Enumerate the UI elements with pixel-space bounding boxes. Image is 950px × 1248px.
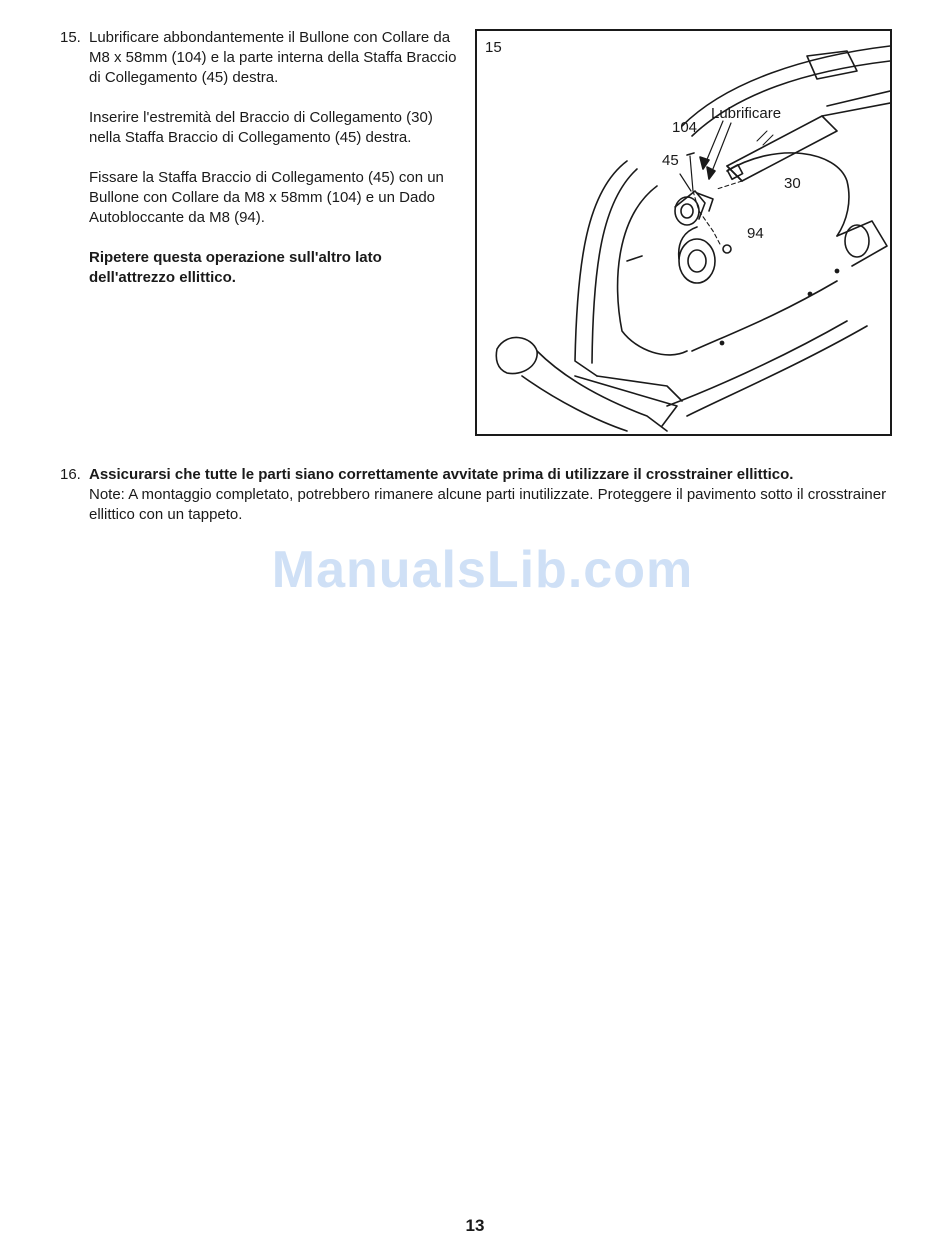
step-15-number: 15. xyxy=(60,29,81,46)
step-16-note: Note: A montaggio completato, potrebbero rimanere alcune parti inutilizzate. Proteggere il pavimento sotto il crosstrainer ellittico con un tappeto. xyxy=(89,486,887,523)
label-lubrificare: Lubrificare xyxy=(711,105,782,122)
step-15 xyxy=(60,28,460,308)
figure-step-label: 15 xyxy=(485,39,502,56)
step-16-instruction: Assicurarsi che tutte le parti siano correttamente avvitate prima di utilizzare il crosstrainer ellittico. xyxy=(89,466,794,483)
step-15-paragraph-2: Inserire l'estremità del Braccio di Collegamento (30) nella Staffa Braccio di Collegamento (45) destra. xyxy=(89,109,433,146)
step-15-paragraph-1: Lubrificare abbondantemente il Bullone con Collare da M8 x 58mm (104) e la parte interna della Staffa Braccio di Collegamento (45) destra. xyxy=(89,29,457,86)
step-15-paragraph-4: Ripetere questa operazione sull'altro lato dell'attrezzo ellittico. xyxy=(89,249,382,286)
step-16 xyxy=(60,465,900,525)
step-16-number: 16. xyxy=(60,466,81,483)
label-part-45: 45 xyxy=(662,152,679,169)
label-part-30: 30 xyxy=(784,175,801,192)
page-number: 13 xyxy=(465,1216,485,1235)
step-15-paragraph-3: Fissare la Staffa Braccio di Collegamento (45) con un Bullone con Collare da M8 x 58mm (104) e un Dado Autobloccante da M8 (94). xyxy=(89,169,444,226)
elliptical-drawing xyxy=(477,31,890,434)
watermark: ManualsLib.com xyxy=(271,541,694,599)
label-part-94: 94 xyxy=(747,225,764,242)
assembly-figure-15 xyxy=(475,29,892,436)
label-part-104: 104 xyxy=(672,119,698,136)
